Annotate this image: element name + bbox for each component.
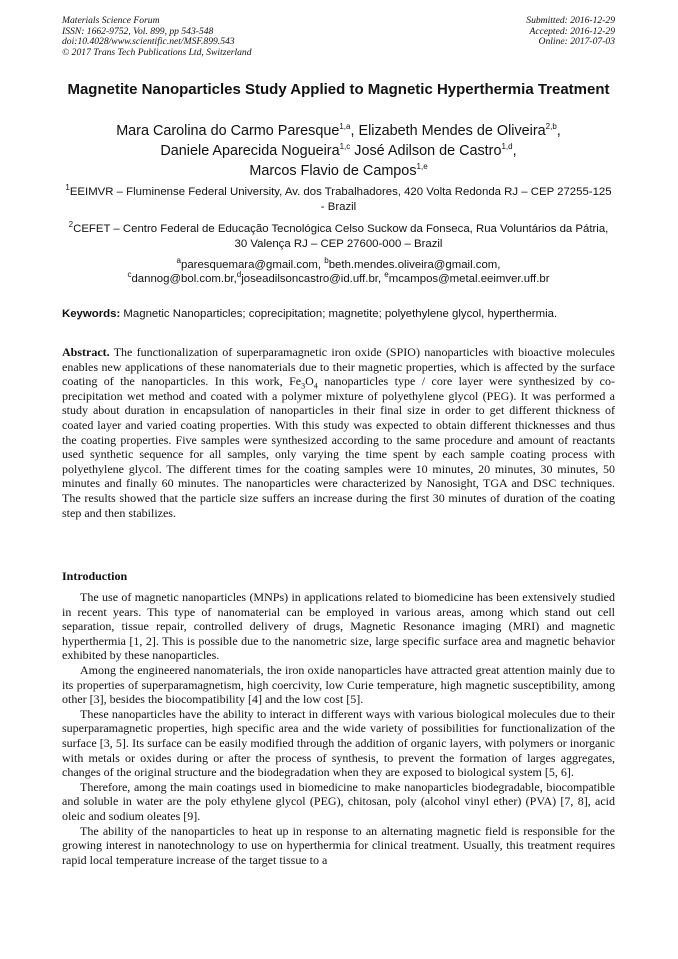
author-emails: $^a$paresquemara@gmail.com, $^b$beth.mendes.oliveira@gmail.com, $^c$dannog@bol.com.br,$^d$joseadilsoncastro@id.uff.br, $^e$mcampos@metal.eeimver.uff.br (127, 256, 550, 285)
online-date: Online: 2017-07-03 (538, 36, 615, 48)
paragraph: Among the engineered nanomaterials, the iron oxide nanoparticles have attracted great attention mainly due to its properties of superparamagnetism, high coercivity, low Curie temperature, high magnetic susceptibility, among other [3], besides the biocompatibility [4] and the low cost [5]. (62, 662, 615, 707)
author-list (62, 121, 615, 181)
accepted-date: Accepted: 2016-12-29 (529, 25, 615, 37)
email-marker: e (384, 270, 389, 280)
formula-o: O (305, 374, 314, 389)
paragraph: The use of magnetic nanoparticles (MNPs) in applications related to biomedicine has been extensively studied in recent years. This type of nanomaterial can be employed in various areas, among which stand out cell separation, tissue repair, controlled delivery of drugs, Magnetic Resonance imaging (MRI) and magnetic hyperthermia [1, 2]. This is possible due to the nanometric size, large specific surface area and magnetic behavior exhibited by these nanoparticles. (62, 590, 615, 663)
author-name: Daniele Aparecida Nogueira (160, 143, 340, 159)
affiliation-2 (62, 222, 615, 252)
email-e[interactable]: mcampos@metal.eeimver.uff.br (388, 273, 550, 285)
paragraph: These nanoparticles have the ability to interact in different ways with various biological molecules due to their superparamagnetic properties, high specific area and the wide variety of possibilities for functionalization of the surface [3, 5]. Its surface can be easily modified through the addition of organic layers, with polymers or inorganic with metals or oxides during or after the process of synthesis, to prevent the formation of larges aggregates, changes of the original structure and the biodegradation when they are exposed to biological system [5, 6]. (62, 706, 615, 780)
affiliation-number: 2 (68, 220, 74, 230)
submission-dates (526, 16, 615, 48)
email-marker: d (236, 270, 242, 280)
email-marker: c (127, 270, 132, 280)
chemical-formula (289, 374, 318, 391)
author-separator: , (512, 143, 517, 159)
email-d[interactable]: joseadilsoncastro@id.uff.br (241, 273, 378, 285)
author-name: Mara Carolina do Carmo Paresque (116, 123, 340, 139)
author-superscript: 1,c (339, 142, 351, 152)
abstract-label: Abstract. (62, 345, 110, 359)
email-marker: a (176, 256, 181, 266)
author-name: José Adilson de Castro (354, 143, 502, 159)
affiliation-number: 1 (65, 183, 70, 193)
email-marker: b (324, 256, 329, 266)
author-separator: , (556, 123, 561, 139)
author-name: Elizabeth Mendes de Oliveira (358, 123, 546, 139)
formula-sub-4: 4 (313, 381, 318, 391)
doi-line: doi:10.4028/www.scientific.net/MSF.899.543 (62, 36, 235, 48)
keywords-label: Keywords: (62, 308, 121, 320)
formula-sub-3: 3 (301, 381, 306, 391)
abstract-text-part1: The functionalization of superparamagnetic iron oxide (SPIO) nanoparticles with bioactive molecules enables new applications of these nanomaterials due to their magnetic properties, which is affected by the surface coating of the nanoparticles. In this work, (62, 345, 615, 389)
formula-fe: Fe (289, 374, 302, 389)
paragraph: The ability of the nanoparticles to heat up in response to an alternating magnetic field is responsible for the growing interest in nanotechnology to use on hyperthermia for clinical treatment. Usually, this treatment requires rapid local temperature increase of the target tissue to a (62, 823, 615, 867)
copyright-line: © 2017 Trans Tech Publications Ltd, Switzerland (62, 46, 252, 58)
author-superscript: 2,b (545, 122, 557, 132)
author-superscript: 1,e (416, 162, 428, 172)
keywords-text: Magnetic Nanoparticles; coprecipitation; magnetite; polyethylene glycol, hyperthermia. (123, 308, 558, 320)
author-superscript: 1,a (339, 122, 351, 132)
journal-name: Materials Science Forum (62, 15, 160, 26)
submitted-date: Submitted: 2016-12-29 (526, 15, 615, 26)
author-name: Marcos Flavio de Campos (249, 163, 417, 179)
author-separator: , (350, 123, 359, 139)
email-a[interactable]: paresquemara@gmail.com (180, 259, 318, 271)
email-c[interactable]: dannog@bol.com.br (131, 273, 234, 285)
introduction-heading: Introduction (62, 569, 128, 583)
keywords (62, 307, 615, 321)
affiliation-text: CEFET – Centro Federal de Educação Tecnológica Celso Suckow da Fonseca, Rua Voluntários da Pátria, 30 Valença RJ – CEP 27600-000 – Brazil (73, 223, 609, 250)
journal-info (62, 16, 252, 58)
issn-line: ISSN: 1662-9752, Vol. 899, pp 543-548 (62, 25, 214, 37)
paragraph: Therefore, among the main coatings used in biomedicine to make nanoparticles biodegradable, biocompatible and soluble in water are the poly ethylene glycol (PEG), chitosan, poly (alcohol vinyl ether) (PVA) [7, 8], acid oleic and sodium oleates [9]. (62, 779, 615, 823)
introduction-body (62, 590, 615, 867)
abstract (62, 345, 615, 520)
author-superscript: 1,d (501, 142, 513, 152)
abstract-text-part2: nanoparticles type / core layer were synthesized by co-precipitation wet method and coated with a polymer mixture of polyethylene glycol (PEG). It was performed a study about duration in encapsulation of nanoparticles in their final size in order to get different thickness of coated layer and varied coating properties. With this study was expected to obtain different thicknesses and thus the coating properties. Five samples were synthesized according to the same procedure and amount of reactants used synthetic sequence for all samples, only varying the time spent by each sample coating process with polyethylene glycol. The different times for the coating samples were 10 minutes, 20 minutes, 30 minutes, 50 minutes and finally 60 minutes. The nanoparticles were characterized by Nanosight, TGA and DSC techniques. The results showed that the particle size suffers an increase during the first 30 minutes of duration of the coating step and then stabilizes. (62, 374, 615, 520)
affiliation-1 (62, 185, 615, 215)
paper-title: Magnetite Nanoparticles Study Applied to Magnetic Hyperthermia Treatment (67, 81, 610, 98)
email-b[interactable]: beth.mendes.oliveira@gmail.com (328, 259, 498, 271)
affiliation-text: EEIMVR – Fluminense Federal University, Av. dos Trabalhadores, 420 Volta Redonda RJ – CEP 27255-125 - Brazil (69, 186, 612, 213)
